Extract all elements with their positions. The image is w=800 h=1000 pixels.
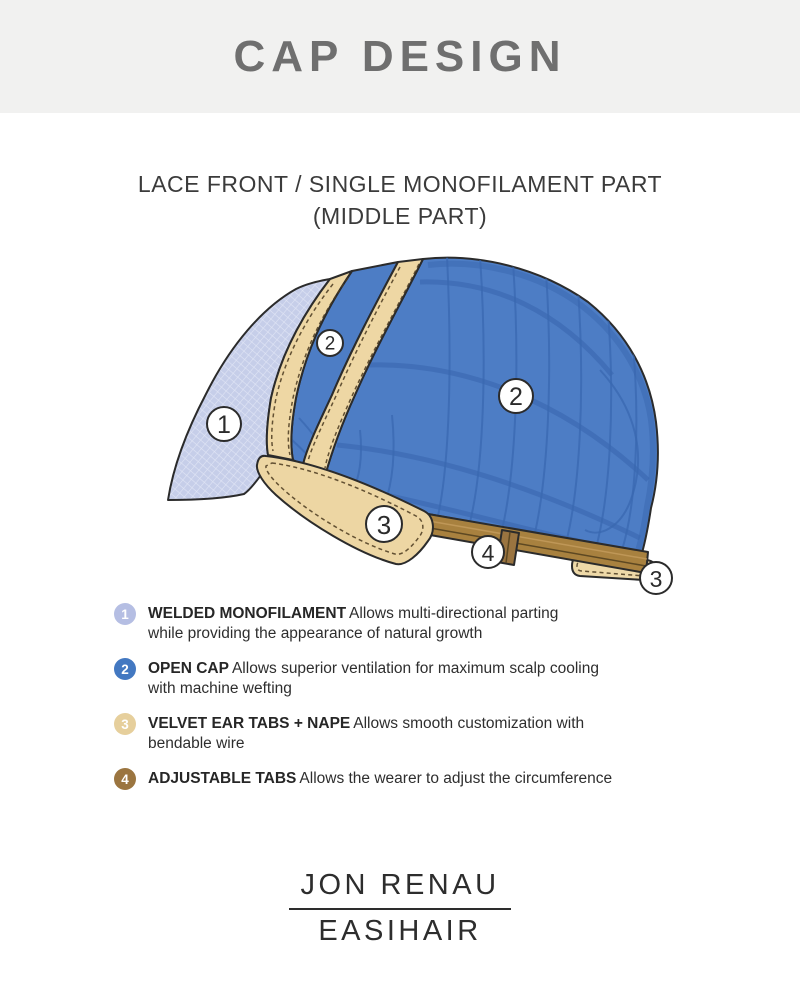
cap-diagram <box>0 240 800 620</box>
callout-2 <box>317 330 343 356</box>
subtitle-line1: LACE FRONT / SINGLE MONOFILAMENT PART <box>137 171 663 197</box>
legend-label: ADJUSTABLE TABS <box>148 770 297 787</box>
legend-desc: Allows the wearer to adjust the circumference <box>299 770 613 787</box>
legend-label: VELVET EAR TABS + NAPE <box>148 715 351 732</box>
brand-jon-renau: JON RENAU <box>300 869 500 901</box>
svg-text:3: 3 <box>376 510 392 540</box>
brand-easihair: EASIHAIR <box>318 915 482 947</box>
callout-2 <box>499 379 533 413</box>
legend-bullet-1: 1 <box>114 603 136 625</box>
brand-logo <box>0 869 800 948</box>
legend-bullet-2: 2 <box>114 658 136 680</box>
legend-bullet-4: 4 <box>114 768 136 790</box>
legend-item-open-cap <box>114 659 714 699</box>
legend-desc: Allows superior ventilation for maximum scalp cooling with machine wefting <box>148 660 599 697</box>
legend-item-velvet-ear-tabs <box>114 714 714 754</box>
legend-item-welded-monofilament <box>114 604 714 644</box>
subtitle-line2: (MIDDLE PART) <box>312 203 488 229</box>
callout-4 <box>472 536 504 568</box>
page-title: CAP DESIGN <box>233 31 567 81</box>
svg-text:3: 3 <box>649 566 663 592</box>
svg-text:2: 2 <box>324 333 336 355</box>
header-bar <box>0 0 800 113</box>
legend-desc: Allows multi-directional parting while providing the appearance of natural growth <box>148 605 559 642</box>
svg-text:4: 4 <box>481 540 495 566</box>
cap-style-subtitle <box>0 168 800 232</box>
legend-desc: Allows smooth customization with bendable wire <box>148 715 585 752</box>
callout-1 <box>207 407 241 441</box>
legend-item-adjustable-tabs <box>114 769 714 790</box>
legend <box>114 604 714 805</box>
legend-label: OPEN CAP <box>148 660 229 677</box>
svg-text:2: 2 <box>509 383 523 411</box>
callout-3 <box>366 506 402 542</box>
callout-3 <box>640 562 672 594</box>
legend-bullet-3: 3 <box>114 713 136 735</box>
legend-label: WELDED MONOFILAMENT <box>148 605 347 622</box>
svg-text:1: 1 <box>217 411 231 439</box>
brand-divider <box>289 908 511 910</box>
